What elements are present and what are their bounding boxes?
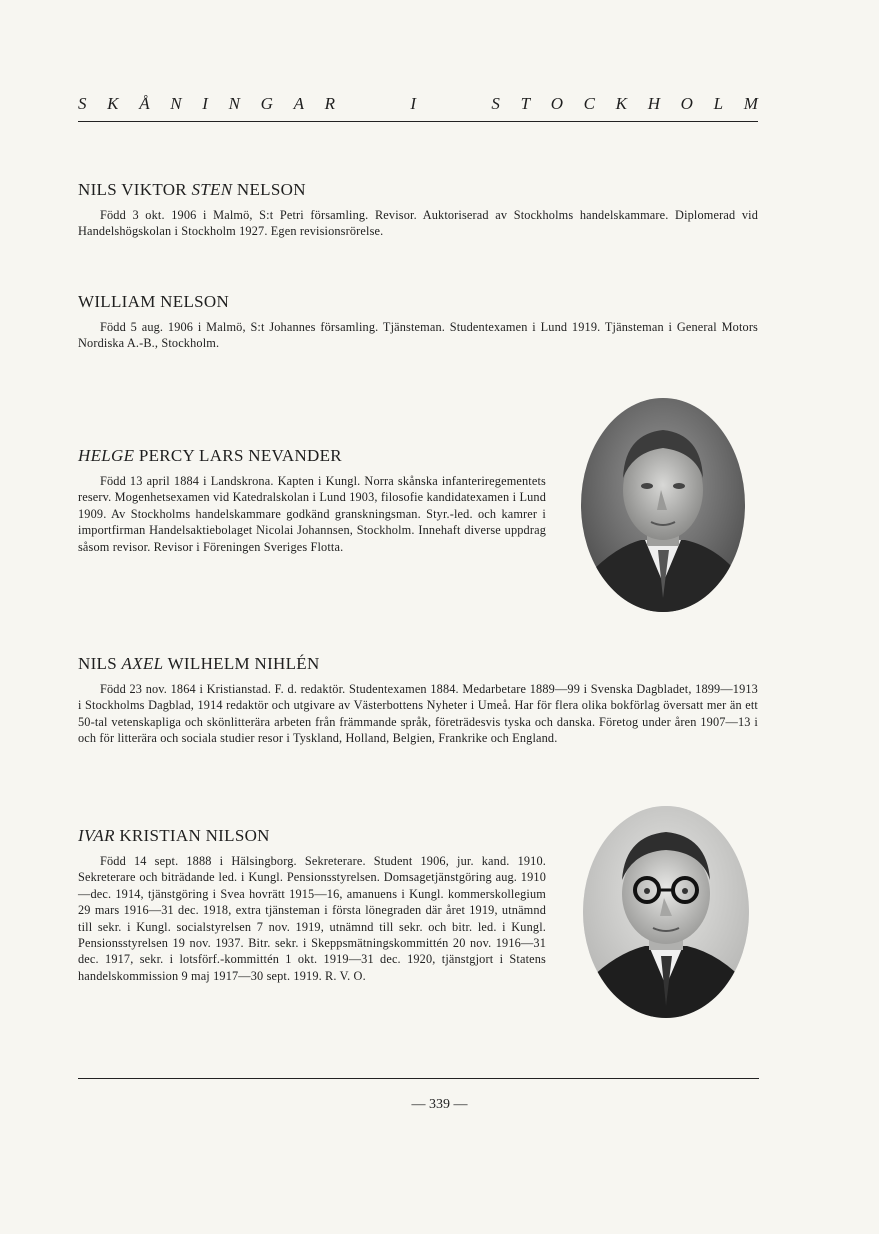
entry-body: Född 3 okt. 1906 i Malmö, S:t Petri församling. Revisor. Auktoriserad av Stockholms handelskammare. Diplomerad vid Handelshögskolan i Stockholm 1927. Egen revisionsrörelse. (78, 208, 758, 239)
portrait-photo-image (583, 806, 749, 1018)
entry-name: HELGE PERCY LARS NEVANDER (78, 446, 342, 465)
biography-entry (78, 292, 758, 352)
entry-body: Född 23 nov. 1864 i Kristianstad. F. d. redaktör. Studentexamen 1884. Medarbetare 1889—99 i Svenska Dagbladet, 1899—1913 i Stockholms Dagblad, 1914 redaktör och utgivare av Västerbottens Nyheter i Umeå. Har för flera olika bokförlag översatt mer än ett 50-tal vetenskapliga och skönlitterära arbeten från främmande språk, företrädesvis tyska och danska. Företog under åren 1907—13 i och för litterära och sociala studier resor i Tyskland, Holland, Belgien, Frankrike och England. (78, 682, 758, 746)
running-head-letter: T (520, 94, 531, 113)
running-head-letter: H (647, 94, 660, 113)
running-head-letter: S (491, 94, 500, 113)
entry-body: Född 5 aug. 1906 i Malmö, S:t Johannes församling. Tjänsteman. Studentexamen i Lund 1919. Tjänsteman i General Motors Nordiska A.-B., Stockholm. (78, 320, 758, 351)
running-head-letter: I (410, 94, 417, 113)
entry-name: NILS AXEL WILHELM NIHLÉN (78, 654, 320, 673)
entry-body: Född 14 sept. 1888 i Hälsingborg. Sekreterare. Student 1906, jur. kand. 1910. Sekreterare och biträdande led. i Kungl. Pensionsstyrelsen. Domsagetjänstgöring aug. 1910—dec. 1914, tjänstgöring i Svea hovrätt 1915—16, amanuens i Kungl. kommerskollegium 29 mars 1916—31 dec. 1918, extra tjänsteman i första lönegraden där året 1919, utnämnd till sekr. i Kungl. socialstyrelsen 7 nov. 1919, utnämnd till sekr. och bitr. led. i Kungl. Pensionsstyrelsen 19 nov. 1937. Bitr. sekr. i Skeppsmätningskommittén 20 nov. 1916—31 dec. 1917, sekr. i lotsförf.-kommittén 1 okt. 1919—31 dec. 1920, tjänstgjort i Statens handelskommission 9 maj 1917—30 sept. 1919. R. V. O. (78, 854, 546, 983)
running-head-letter: K (107, 94, 119, 113)
running-head-letter: O (550, 94, 563, 113)
portrait-photo (581, 398, 745, 612)
running-head-letter: A (293, 94, 304, 113)
running-head-letter: M (743, 94, 758, 113)
running-head-letter: N (170, 94, 182, 113)
running-head-letter: K (615, 94, 628, 113)
running-head-letter: O (680, 94, 693, 113)
biography-entry (78, 446, 546, 555)
entry-name: IVAR KRISTIAN NILSON (78, 826, 270, 845)
entry-name: NILS VIKTOR STEN NELSON (78, 180, 306, 199)
running-head-letter: N (228, 94, 240, 113)
entry-body: Född 13 april 1884 i Landskrona. Kapten i Kungl. Norra skånska infanteriregementets reserv. Mogenhetsexamen vid Katedralskolan i Lund 1903, filosofie kandidatexamen i Lund 1909. Av Stockholms handelskammare godkänd granskningsman. Styr.-led. och kamrer i importfirman Handelsaktiebolaget Nicolai Johannsen, Stockholm. Innehaft diverse uppdrag såsom revisor. Revisor i Föreningen Sveriges Flotta. (78, 474, 546, 554)
running-head-letter: G (260, 94, 273, 113)
running-head-letter: R (324, 94, 336, 113)
running-head-letter: S (78, 94, 87, 113)
running-head-letter: C (583, 94, 595, 113)
running-head-letter: I (202, 94, 208, 113)
page-number: — 339 — (411, 1097, 468, 1112)
running-head-letter: Å (139, 94, 150, 113)
entry-name: WILLIAM NELSON (78, 292, 230, 311)
header-rule (78, 121, 758, 122)
biography-entry (78, 180, 758, 240)
portrait-photo-image (581, 398, 745, 612)
biography-entry (78, 826, 546, 984)
biography-entry (78, 654, 758, 747)
portrait-photo (583, 806, 749, 1018)
running-head (78, 94, 758, 114)
running-head-letter: L (713, 94, 724, 113)
footer-rule (78, 1078, 759, 1079)
